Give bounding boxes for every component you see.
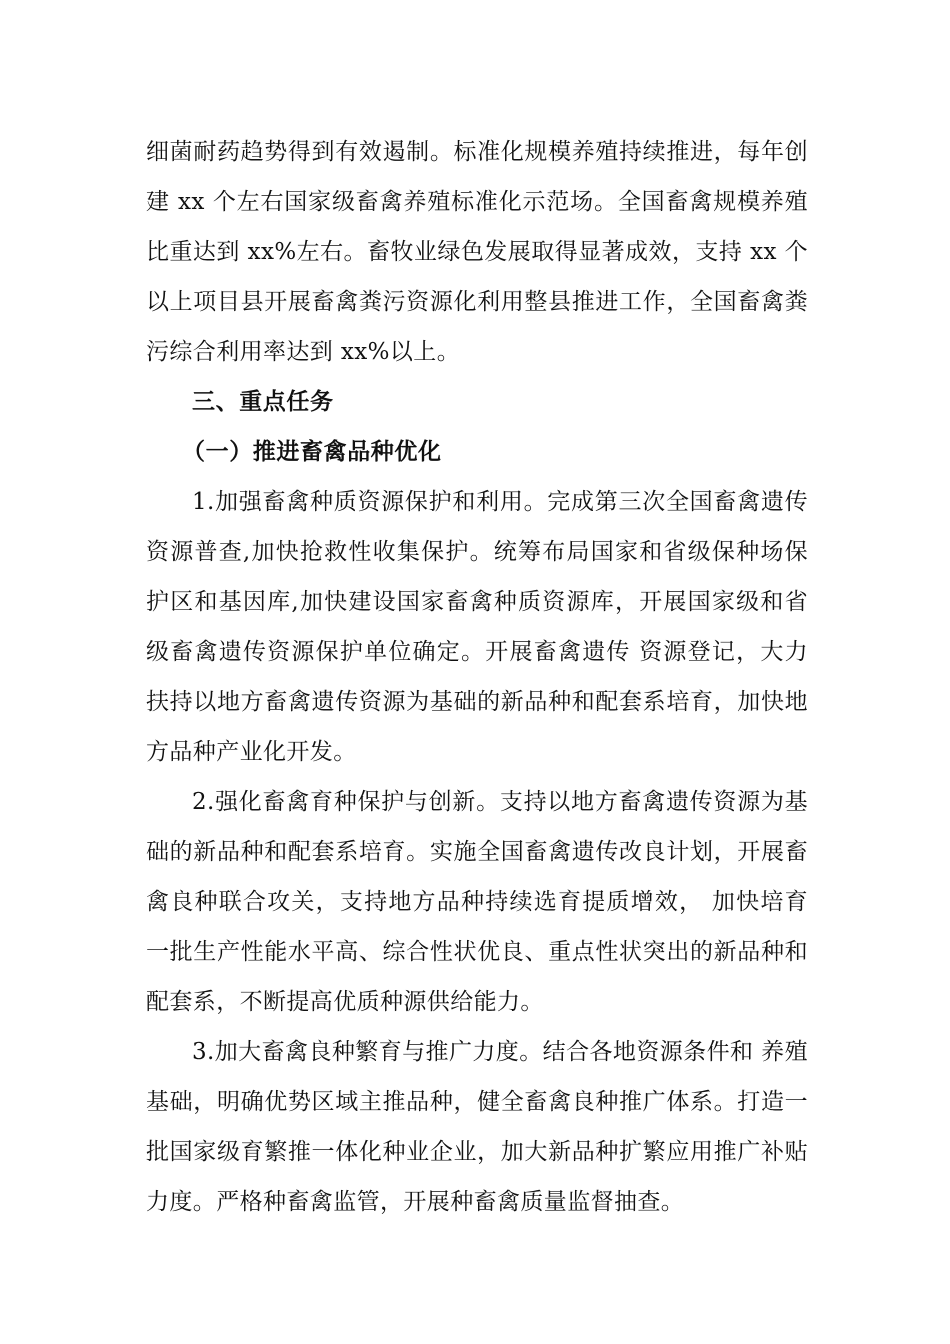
paragraph: 3.加大畜禽良种繁育与推广力度。结合各地资源条件和 养殖基础，明确优势区域主推品种，健全畜禽良种推广体系。打造一批国家级育繁推一体化种业企业，加大新品种扩繁应用推广补贴力度。严格种畜禽监管，开展种畜禽质量监督抽查。 (146, 1039, 808, 1215)
paragraph: 2.强化畜禽育种保护与创新。支持以地方畜禽遗传资源为基础的新品种和配套系培育。实施全国畜禽遗传改良计划，开展畜禽良种联合攻关，支持地方品种持续选育提质增效， 加快培育一批生产性能水平高、综合性状优良、重点性状突出的新品种和配套系，不断提高优质种源供给能力。 (146, 789, 808, 1015)
subsection-heading: （一）推进畜禽品种优化 (182, 439, 442, 465)
document-body (146, 127, 808, 1227)
paragraph: 1.加强畜禽种质资源保护和利用。完成第三次全国畜禽遗传资源普查,加快抢救性收集保护。统筹布局国家和省级保种场保护区和基因库,加快建设国家畜禽种质资源库，开展国家级和省级畜禽遗传资源保护单位确定。开展畜禽遗传 资源登记，大力扶持以地方畜禽遗传资源为基础的新品种和配套系培育，加快地方品种产业化开发。 (146, 489, 808, 765)
paragraph-continued: 细菌耐药趋势得到有效遏制。标准化规模养殖持续推进，每年创建 xx 个左右国家级畜禽养殖标准化示范场。全国畜禽规模养殖比重达到 xx%左右。畜牧业绿色发展取得显著成效，支持 xx 个以上项目县开展畜禽粪污资源化利用整县推进工作，全国畜禽粪污综合利用率达到 xx%以上。 (146, 139, 808, 365)
section-heading: 三、重点任务 (192, 389, 334, 415)
